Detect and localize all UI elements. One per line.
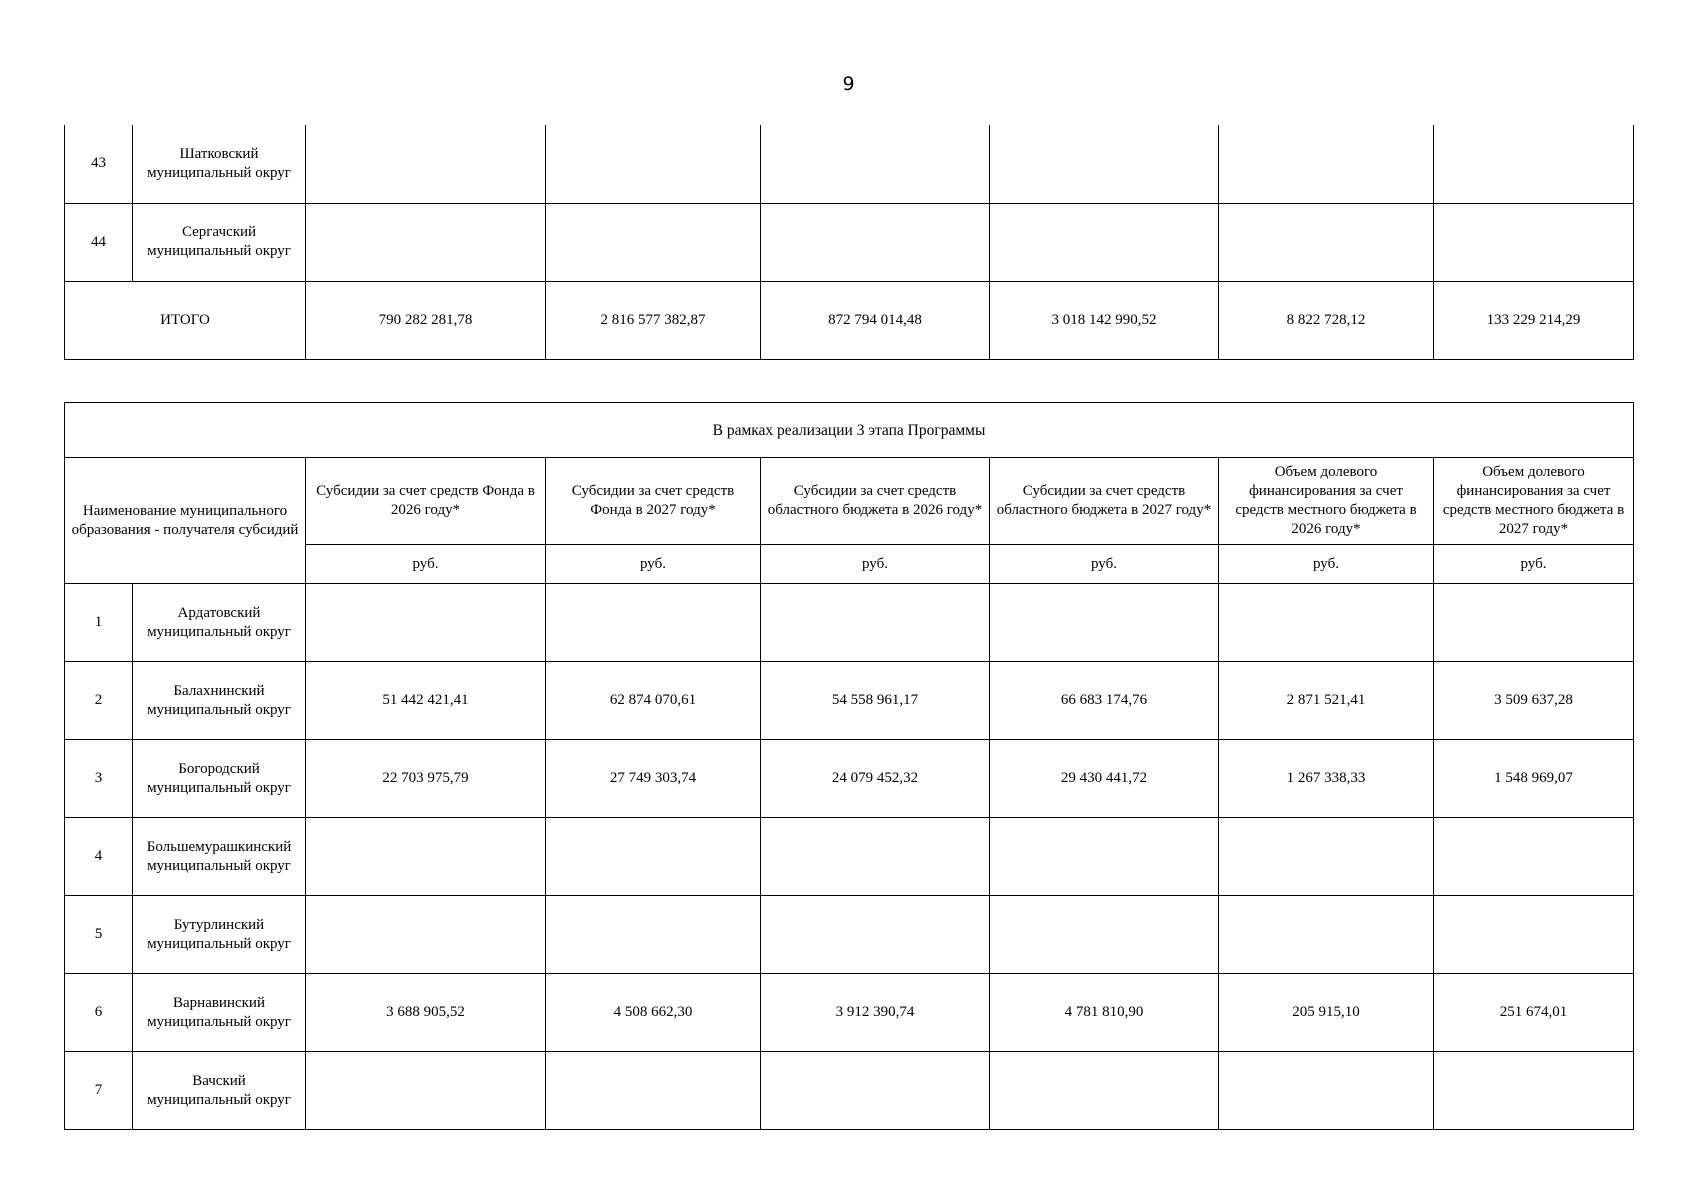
value-cell: 3 509 637,28 [1434,662,1634,740]
value-cell: 205 915,10 [1219,974,1434,1052]
row-number: 6 [65,974,133,1052]
column-header: Субсидии за счет средств областного бюджета в 2027 году* [990,458,1219,545]
table-row [65,896,1634,974]
value-cell [990,203,1219,281]
value-cell: 4 781 810,90 [990,974,1219,1052]
municipality-name: Сергачский муниципальный округ [133,203,306,281]
value-cell [546,125,761,203]
municipality-name: Шатковский муниципальный округ [133,125,306,203]
value-cell [761,896,990,974]
value-cell [1219,203,1434,281]
row-number: 44 [65,203,133,281]
value-cell: 24 079 452,32 [761,740,990,818]
value-cell [546,584,761,662]
value-cell: 29 430 441,72 [990,740,1219,818]
value-cell [1434,584,1634,662]
value-cell [1434,896,1634,974]
column-header: Субсидии за счет средств Фонда в 2026 году* [306,458,546,545]
row-number: 3 [65,740,133,818]
table-row [65,740,1634,818]
value-cell: 62 874 070,61 [546,662,761,740]
stage-banner: В рамках реализации 3 этапа Программы [65,403,1634,458]
column-header: Объем долевого финансирования за счет средств местного бюджета в 2026 году* [1219,458,1434,545]
unit-cell: руб. [546,545,761,584]
value-cell: 51 442 421,41 [306,662,546,740]
table-row [65,974,1634,1052]
municipality-name: Балахнинский муниципальный округ [133,662,306,740]
value-cell [990,896,1219,974]
value-cell: 3 912 390,74 [761,974,990,1052]
value-cell [546,203,761,281]
row-number: 1 [65,584,133,662]
value-cell [761,1052,990,1130]
total-value: 133 229 214,29 [1434,281,1634,359]
value-cell: 1 548 969,07 [1434,740,1634,818]
value-cell [1434,125,1634,203]
column-header-row [65,458,1634,545]
value-cell [990,1052,1219,1130]
value-cell [990,125,1219,203]
value-cell [1434,203,1634,281]
value-cell: 22 703 975,79 [306,740,546,818]
total-row [65,281,1634,359]
value-cell [990,818,1219,896]
row-number: 7 [65,1052,133,1130]
municipality-name: Вачский муниципальный округ [133,1052,306,1130]
column-header: Субсидии за счет средств областного бюджета в 2026 году* [761,458,990,545]
municipality-name: Бутурлинский муниципальный округ [133,896,306,974]
row-number: 43 [65,125,133,203]
value-cell [546,1052,761,1130]
value-cell: 27 749 303,74 [546,740,761,818]
value-cell [1434,818,1634,896]
value-cell [546,818,761,896]
value-cell: 3 688 905,52 [306,974,546,1052]
value-cell [306,125,546,203]
value-cell: 4 508 662,30 [546,974,761,1052]
value-cell [1219,818,1434,896]
value-cell [1434,1052,1634,1130]
municipality-name: Варнавинский муниципальный округ [133,974,306,1052]
total-value: 872 794 014,48 [761,281,990,359]
value-cell [761,125,990,203]
value-cell [990,584,1219,662]
subsidy-table-stage-3 [64,402,1634,1130]
value-cell [546,896,761,974]
value-cell [1219,125,1434,203]
table-row [65,662,1634,740]
municipality-name: Большемурашкинский муниципальный округ [133,818,306,896]
value-cell [761,818,990,896]
column-header: Объем долевого финансирования за счет средств местного бюджета в 2027 году* [1434,458,1634,545]
value-cell [1219,896,1434,974]
total-value: 2 816 577 382,87 [546,281,761,359]
unit-cell: руб. [761,545,990,584]
value-cell [761,584,990,662]
unit-cell: руб. [306,545,546,584]
total-value: 3 018 142 990,52 [990,281,1219,359]
value-cell: 251 674,01 [1434,974,1634,1052]
total-label: ИТОГО [65,281,306,359]
table-row [65,1052,1634,1130]
value-cell: 1 267 338,33 [1219,740,1434,818]
value-cell [306,584,546,662]
total-value: 790 282 281,78 [306,281,546,359]
municipality-name-header: Наименование муниципального образования - получателя субсидий [65,458,306,584]
stage-banner-row [65,403,1634,458]
value-cell [306,1052,546,1130]
unit-cell: руб. [990,545,1219,584]
table-row [65,125,1634,203]
municipality-name: Богородский муниципальный округ [133,740,306,818]
value-cell [306,203,546,281]
value-cell: 2 871 521,41 [1219,662,1434,740]
row-number: 5 [65,896,133,974]
row-number: 2 [65,662,133,740]
value-cell [761,203,990,281]
unit-cell: руб. [1219,545,1434,584]
value-cell [1219,584,1434,662]
total-value: 8 822 728,12 [1219,281,1434,359]
page-number: 9 [842,73,855,95]
row-number: 4 [65,818,133,896]
value-cell [306,896,546,974]
value-cell: 66 683 174,76 [990,662,1219,740]
subsidy-table-continued [64,125,1634,360]
table-row [65,818,1634,896]
table-row [65,584,1634,662]
table-row [65,203,1634,281]
column-header: Субсидии за счет средств Фонда в 2027 году* [546,458,761,545]
value-cell: 54 558 961,17 [761,662,990,740]
value-cell [306,818,546,896]
value-cell [1219,1052,1434,1130]
municipality-name: Ардатовский муниципальный округ [133,584,306,662]
unit-cell: руб. [1434,545,1634,584]
